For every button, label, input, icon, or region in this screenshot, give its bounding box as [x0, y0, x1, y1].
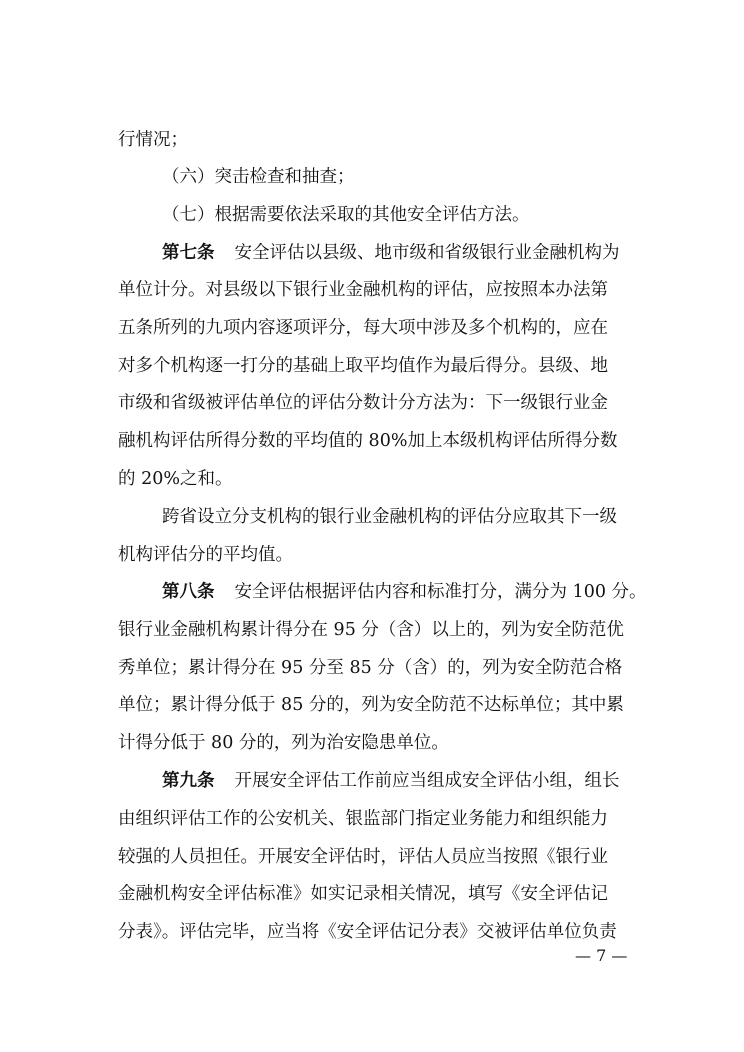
text-line: 金融机构安全评估标准》如实记录相关情况，填写《安全评估记	[118, 884, 608, 904]
page-number: — 7 —	[575, 946, 628, 965]
article-8-heading-line: 第八条 安全评估根据评估内容和标准打分，满分为 100 分。	[162, 582, 647, 602]
text-line: 的 20%之和。	[118, 469, 233, 489]
text-line: 跨省设立分支机构的银行业金融机构的评估分应取其下一级	[162, 507, 617, 527]
text-line: 较强的人员担任。开展安全评估时，评估人员应当按照《银行业	[118, 847, 608, 867]
text-line: 单位；累计得分低于 85 分的，列为安全防范不达标单位；其中累	[118, 695, 624, 715]
article-label: 第七条	[162, 243, 215, 263]
text-line: 秀单位；累计得分在 95 分至 85 分（含）的，列为安全防范合格	[118, 658, 623, 678]
article-label: 第九条	[162, 771, 215, 791]
list-item-6: （六）突击检查和抽查；	[162, 167, 355, 187]
article-label: 第八条	[162, 582, 215, 602]
text-line: 单位计分。对县级以下银行业金融机构的评估，应按照本办法第	[118, 280, 608, 300]
text-line: 由组织评估工作的公安机关、银监部门指定业务能力和组织能力	[118, 809, 608, 829]
list-item-7: （七）根据需要依法采取的其他安全评估方法。	[162, 205, 530, 225]
text-line: 对多个机构逐一打分的基础上取平均值作为最后得分。县级、地	[118, 356, 608, 376]
text-line: 行情况；	[118, 130, 188, 150]
text-line: 融机构评估所得分数的平均值的 80%加上本级机构评估所得分数	[118, 431, 618, 451]
article-7-heading-line: 第七条 安全评估以县级、地市级和省级银行业金融机构为	[162, 243, 620, 263]
article-9-heading-line: 第九条 开展安全评估工作前应当组成安全评估小组，组长	[162, 771, 620, 791]
text-line: 五条所列的九项内容逐项评分，每大项中涉及多个机构的，应在	[118, 318, 608, 338]
text-line: 市级和省级被评估单位的评估分数计分方法为：下一级银行业金	[118, 393, 608, 413]
text-line: 机构评估分的平均值。	[118, 545, 293, 565]
text-line: 分表》。评估完毕，应当将《安全评估记分表》交被评估单位负责	[118, 922, 617, 942]
text-line: 计得分低于 80 分的，列为治安隐患单位。	[118, 733, 449, 753]
text-line: 银行业金融机构累计得分在 95 分（含）以上的，列为安全防范优	[118, 620, 624, 640]
